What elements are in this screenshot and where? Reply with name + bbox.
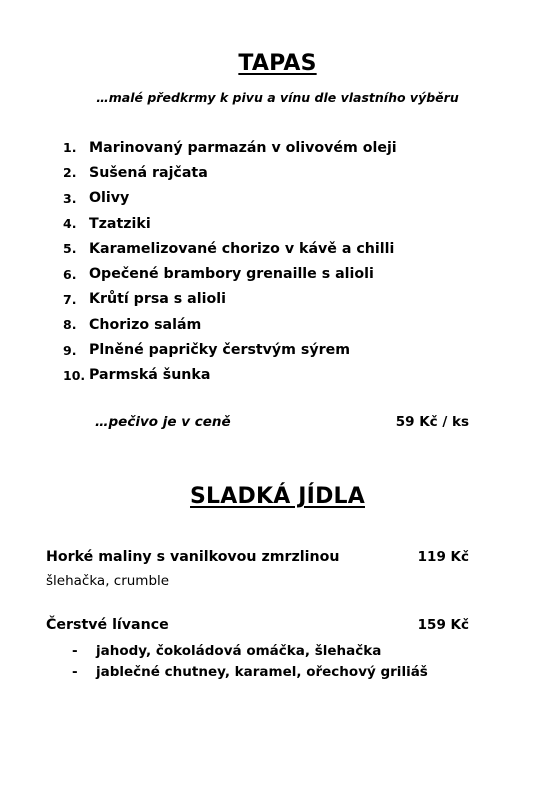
item-number: 7. bbox=[63, 291, 77, 307]
list-item bbox=[72, 661, 428, 682]
item-number: 3. bbox=[63, 190, 77, 206]
dish-price: 159 Kč bbox=[417, 617, 469, 633]
item-name: Chorizo salám bbox=[89, 316, 202, 333]
dish-options-list bbox=[72, 640, 428, 682]
item-name: Opečené brambory grenaille s alioli bbox=[89, 266, 374, 283]
list-item bbox=[63, 160, 397, 185]
item-number: 10. bbox=[63, 367, 86, 383]
tapas-heading: TAPAS bbox=[238, 51, 317, 76]
item-name: Karamelizované chorizo v kávě a chilli bbox=[89, 240, 395, 257]
item-name: Olivy bbox=[89, 190, 130, 207]
list-item bbox=[63, 312, 397, 337]
list-item bbox=[63, 135, 397, 160]
item-number: 9. bbox=[63, 342, 77, 358]
item-name: Tzatziki bbox=[89, 215, 151, 232]
list-item bbox=[63, 186, 397, 211]
sweets-heading: SLADKÁ JÍDLA bbox=[190, 484, 365, 509]
dash-bullet: - bbox=[72, 663, 78, 680]
item-name: Marinovaný parmazán v olivovém oleji bbox=[89, 139, 397, 156]
tapas-subtitle: …malé předkrmy k pivu a vínu dle vlastního výběru bbox=[96, 90, 459, 105]
tapas-list bbox=[63, 135, 397, 388]
dish-price: 119 Kč bbox=[417, 549, 469, 565]
item-number: 2. bbox=[63, 165, 77, 181]
list-item bbox=[63, 261, 397, 286]
item-name: Krůtí prsa s alioli bbox=[89, 291, 226, 308]
tapas-bread-note: …pečivo je v ceně bbox=[95, 414, 231, 430]
list-item bbox=[63, 363, 397, 388]
dish-name: Čerstvé lívance bbox=[46, 617, 169, 633]
item-number: 4. bbox=[63, 216, 77, 232]
option-text: jablečné chutney, karamel, ořechový griliáš bbox=[96, 663, 428, 680]
list-item bbox=[72, 640, 428, 661]
item-number: 5. bbox=[63, 241, 77, 257]
dish-name: Horké maliny s vanilkovou zmrzlinou bbox=[46, 549, 340, 565]
item-number: 8. bbox=[63, 317, 77, 333]
option-text: jahody, čokoládová omáčka, šlehačka bbox=[96, 642, 382, 659]
dish-description: šlehačka, crumble bbox=[46, 573, 170, 589]
item-name: Plněné papričky čerstvým sýrem bbox=[89, 342, 350, 359]
item-name: Sušená rajčata bbox=[89, 164, 208, 181]
list-item bbox=[63, 236, 397, 261]
dash-bullet: - bbox=[72, 642, 78, 659]
tapas-price: 59 Kč / ks bbox=[395, 414, 469, 430]
item-number: 6. bbox=[63, 266, 77, 282]
list-item bbox=[63, 337, 397, 362]
item-number: 1. bbox=[63, 140, 77, 156]
list-item bbox=[63, 211, 397, 236]
list-item bbox=[63, 287, 397, 312]
item-name: Parmská šunka bbox=[89, 367, 211, 384]
